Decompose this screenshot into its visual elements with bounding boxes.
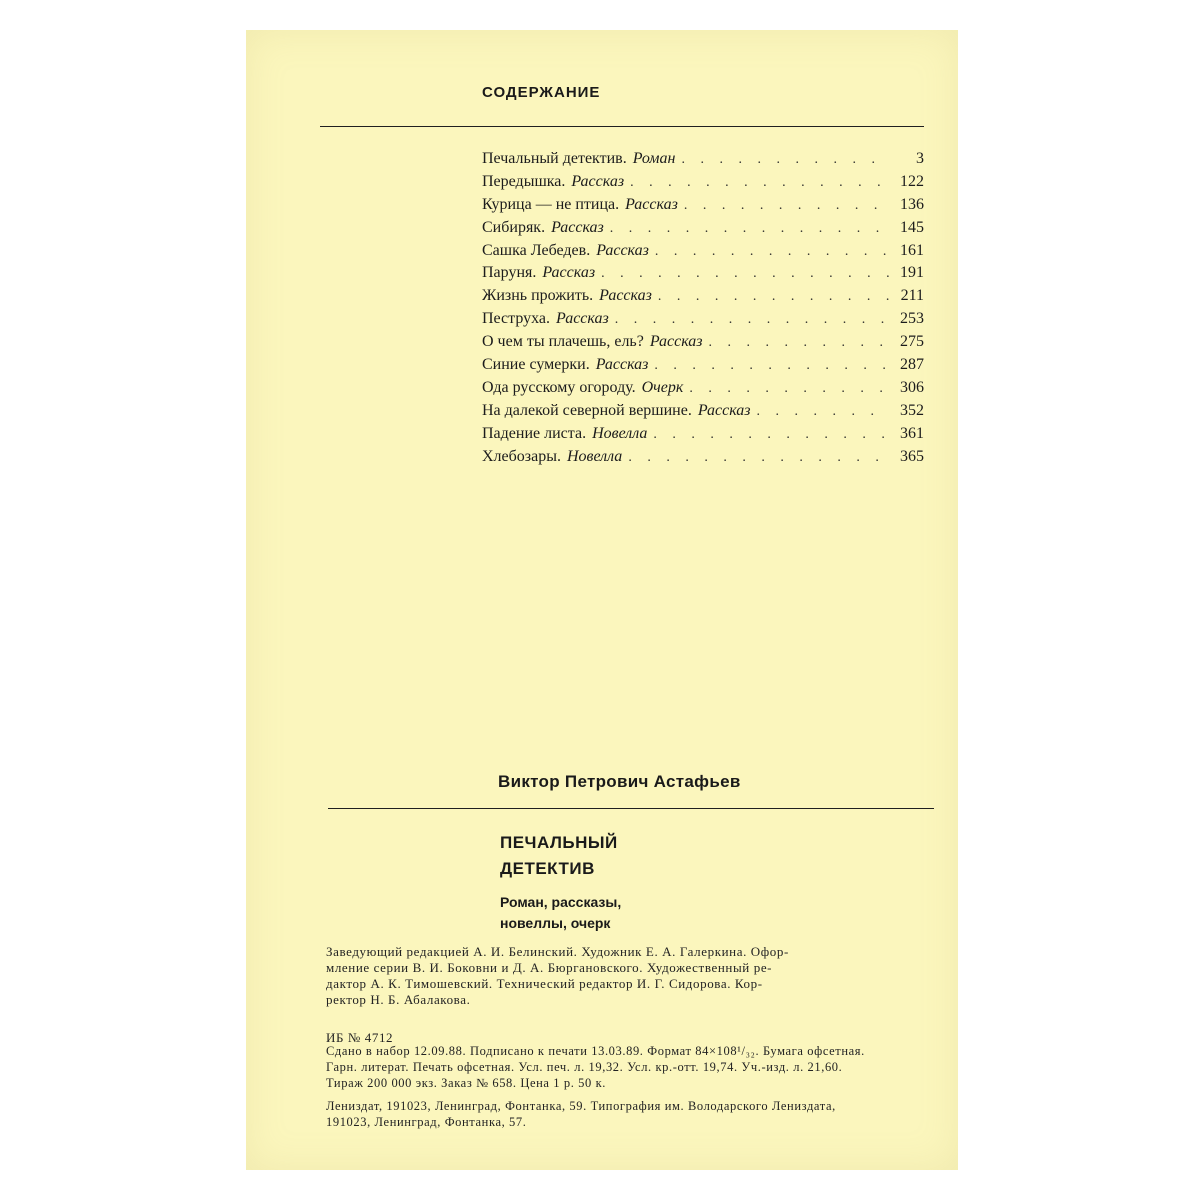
toc-dot-leader <box>653 427 890 443</box>
toc-entry-title: Передышка. <box>482 172 566 190</box>
print-info-line: Сдано в набор 12.09.88. Подписано к печати 13.03.89. Формат 84×108¹/₃₂. Бумага офсетная. <box>326 1044 865 1058</box>
book-title <box>500 830 618 882</box>
book-subtitle <box>500 892 621 934</box>
toc-dot-leader <box>601 266 890 282</box>
print-info-line: Гарн. литерат. Печать офсетная. Усл. печ. л. 19,32. Усл. кр.-отт. 19,74. Уч.-изд. л. 21,60. <box>326 1060 843 1074</box>
toc-entry <box>482 264 924 287</box>
toc-entry-genre: Рассказ <box>649 333 703 351</box>
toc-entry-title: Сашка Лебедев. <box>482 241 591 259</box>
toc-heading: СОДЕРЖАНИЕ <box>482 84 601 101</box>
toc-dot-leader <box>689 381 890 397</box>
credits-line: Заведующий редакцией А. И. Белинский. Художник Е. А. Галеркина. Офор- <box>326 944 789 959</box>
toc-dot-leader <box>615 312 890 328</box>
book-subtitle-line: новеллы, очерк <box>500 915 611 931</box>
toc-entry-genre: Новелла <box>592 424 648 442</box>
toc-entry <box>482 173 924 196</box>
toc-entry-genre: Роман <box>632 150 676 167</box>
publisher-line: 191023, Ленинград, Фонтанка, 57. <box>326 1115 527 1129</box>
editorial-credits <box>326 944 940 1008</box>
toc-dot-leader <box>757 404 890 420</box>
toc-entry-page: 161 <box>900 241 924 259</box>
credits-line: ректор Н. Б. Абалакова. <box>326 992 471 1007</box>
toc-entry <box>482 310 924 333</box>
toc-entry-title: Паруня. <box>482 264 537 282</box>
toc-entry-page: 365 <box>900 447 924 465</box>
credits-line: дактор А. К. Тимошевский. Технический редактор И. Г. Сидорова. Кор- <box>326 976 763 991</box>
toc-dot-leader <box>684 198 890 214</box>
toc-entry-page: 122 <box>900 172 924 190</box>
toc-entry <box>482 150 924 173</box>
toc-dot-leader <box>630 175 890 191</box>
toc-entry-genre: Рассказ <box>595 356 649 374</box>
toc-entry-title: Падение листа. <box>482 424 587 442</box>
print-info <box>326 1043 940 1091</box>
toc-entry-title: О чем ты плачешь, ель? <box>482 333 644 351</box>
toc-entry-title: Синие сумерки. <box>482 356 590 374</box>
toc-entry-genre: Рассказ <box>697 401 751 419</box>
toc-entry-title: Хлебозары. <box>482 447 561 465</box>
toc-entry-page: 352 <box>900 401 924 419</box>
toc-divider <box>320 126 924 127</box>
toc-entry <box>482 356 924 379</box>
book-subtitle-line: Роман, рассказы, <box>500 894 622 910</box>
toc-dot-leader <box>654 358 890 374</box>
toc-entry-title: На далекой северной вершине. <box>482 401 692 419</box>
toc-entry-page: 211 <box>900 287 924 305</box>
toc-entry <box>482 448 924 471</box>
toc-dot-leader <box>655 244 890 260</box>
toc-entry-page: 361 <box>900 424 924 442</box>
toc-entry <box>482 402 924 425</box>
toc-entry <box>482 333 924 356</box>
toc-dot-leader <box>709 335 890 351</box>
toc-entry-page: 287 <box>900 356 924 374</box>
publisher-line: Лениздат, 191023, Ленинград, Фонтанка, 59. Типография им. Володарского Лениздата, <box>326 1099 836 1113</box>
toc-entry-page: 306 <box>900 378 924 396</box>
book-title-line: ДЕТЕКТИВ <box>500 859 595 878</box>
toc-entry-title: Ода русскому огороду. <box>482 378 636 396</box>
toc-entry-genre: Новелла <box>566 447 623 465</box>
toc-entry <box>482 196 924 219</box>
publisher-info <box>326 1098 940 1130</box>
ib-line: ИБ № 4712 <box>326 1030 394 1045</box>
toc-entry-genre: Рассказ <box>571 172 625 190</box>
toc-dot-leader <box>628 450 890 466</box>
toc-entry-genre: Рассказ <box>599 287 652 305</box>
toc-entry-title: Сибиряк. <box>482 218 546 236</box>
author-name: Виктор Петрович Астафьев <box>498 772 741 791</box>
colophon-divider <box>328 808 934 809</box>
toc-entry-genre: Рассказ <box>542 264 596 282</box>
credits-line: мление серии В. И. Боковни и Д. А. Бюргановского. Художественный ре- <box>326 960 773 975</box>
toc-entry-page: 253 <box>900 310 924 328</box>
toc-entry-page: 3 <box>916 150 924 167</box>
toc-dot-leader <box>681 152 890 168</box>
print-info-line: Тираж 200 000 экз. Заказ № 658. Цена 1 р. 50 к. <box>326 1076 606 1090</box>
toc-entry-genre: Рассказ <box>625 195 678 213</box>
toc-entry-genre: Рассказ <box>596 241 649 259</box>
toc-entry-genre: Рассказ <box>556 310 609 328</box>
toc-entry <box>482 379 924 402</box>
toc-list <box>482 150 924 470</box>
toc-entry <box>482 425 924 448</box>
book-title-line: ПЕЧАЛЬНЫЙ <box>500 833 618 852</box>
toc-dot-leader <box>610 221 890 237</box>
toc-entry <box>482 287 924 310</box>
toc-entry-genre: Рассказ <box>551 218 604 236</box>
toc-entry-page: 145 <box>900 218 924 236</box>
toc-entry-page: 191 <box>900 264 924 282</box>
toc-entry <box>482 242 924 265</box>
toc-entry-page: 275 <box>900 333 924 351</box>
toc-entry-title: Печальный детектив. <box>482 150 627 167</box>
toc-entry-title: Жизнь прожить. <box>482 287 594 305</box>
toc-entry <box>482 219 924 242</box>
toc-entry-page: 136 <box>900 195 924 213</box>
toc-entry-title: Курица — не птица. <box>482 195 620 213</box>
toc-entry-title: Пеструха. <box>482 310 551 328</box>
book-page <box>246 30 958 1170</box>
toc-dot-leader <box>658 289 890 305</box>
toc-entry-genre: Очерк <box>641 378 684 396</box>
